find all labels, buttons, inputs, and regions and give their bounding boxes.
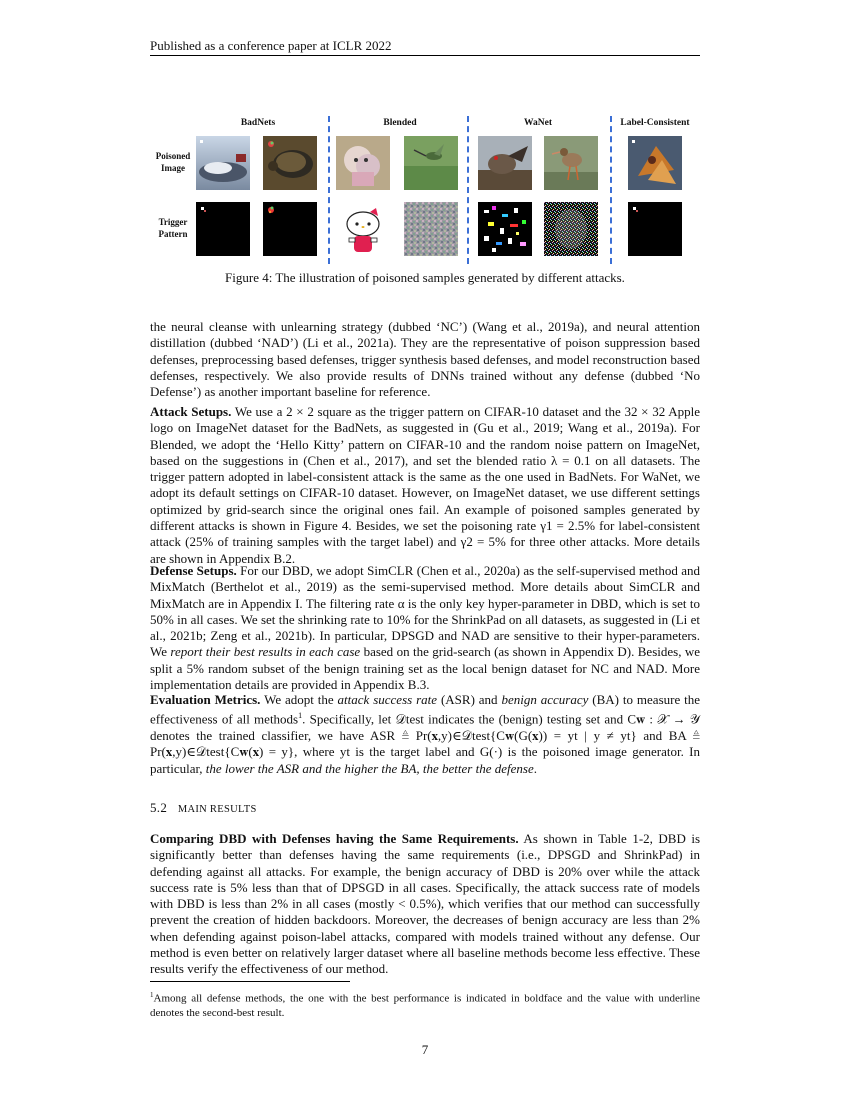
col-title-wanet: WaNet [524, 118, 552, 128]
eval-ba-term: benign accuracy [501, 692, 589, 707]
eval-body-2: (ASR) and [437, 692, 502, 707]
eval-emphasis: the lower the ASR and the higher the BA, the better the defense [205, 760, 534, 776]
figure-4 [150, 112, 700, 292]
section-heading-main-results [150, 800, 257, 816]
attack-setups-body: We use a 2 × 2 square as the trigger pattern on CIFAR-10 dataset and the 32 × 32 Apple logo on ImageNet dataset for the BadNets, as suggested in (Gu et al., 2019; Wang et al., 2019a). For Blended, we adopt the ‘Hello Kitty’ pattern on CIFAR-10 and the random noise pattern on ImageNet, based on the suggestions in (Chen et al., 2017), and set the blended ratio λ = 0.1 on all datasets. The trigger pattern adopted in label-consistent attack is the same as the one used in BadNets. For WaNet, we adopt its default settings on CIFAR-10 dataset. However, on ImageNet dataset, we use different settings optimized by grid-search since the original ones fail. An example of poisoned samples generated by different attacks is shown in Figure 4. Besides, we set the poisoning rate γ1 = 2.5% for label-consistent attack (25% of training samples with the target label) and γ2 = 5% for three other attacks. More details are shown in Appendix B.2. [150, 404, 700, 566]
trigger-label-consistent [628, 202, 682, 256]
evaluation-metrics-heading: Evaluation Metrics. [150, 692, 261, 707]
row-label-trigger: Trigger Pattern [158, 217, 188, 239]
paragraph-comparing-dbd [150, 831, 700, 978]
poisoned-image-blended-imagenet [404, 136, 458, 190]
divider-1 [328, 116, 330, 264]
defense-setups-heading: Defense Setups. [150, 563, 237, 578]
eval-body-5: . [533, 760, 537, 776]
defense-setups-body-1: For our DBD, we adopt SimCLR (Chen et al., 2020a) as the self-supervised method and MixMatch (Berthelot et al., 2019) as the semi-supervised method. More details about SimCLR and MixMatch are in Appendix I. The filtering rate α is the only key hyper-parameter in DBD, which is set to 50% in all cases. We set the shrinking rate to 10% for the ShrinkPad on all datasets, as suggested in (Li et al., 2021b; Zeng et al., 2021b). In particular, DPSGD and NAD are sensitive to their hyper-parameters. We [150, 563, 701, 660]
footnote [150, 988, 700, 1020]
defense-setups-body-2: based on the grid-search (as shown in Appendix D). Besides, we split a 5% random subset of the benign training set as the local benign dataset for NC and NAD. More implementation details are provided in Appendix B.3. [150, 644, 701, 693]
section-title: MAIN RESULTS [177, 804, 257, 815]
running-header: Published as a conference paper at ICLR 2022 [150, 38, 392, 53]
figure-caption: Figure 4: The illustration of poisoned samples generated by different attacks. [225, 270, 625, 285]
section-number: 5.2 [150, 800, 168, 815]
col-title-badnets: BadNets [240, 118, 276, 128]
paragraph-defense-setups [150, 563, 700, 693]
paragraph-evaluation-metrics [150, 692, 700, 777]
defense-setups-emphasis: report their best results in each case [170, 644, 361, 660]
paragraph-defenses: the neural cleanse with unlearning strategy (dubbed ‘NC’) (Wang et al., 2019a), and neural attention distillation (dubbed ‘NAD’) (Li et al., 2021a). They are the representative of poison suppression based defenses, preprocessing based defenses, trigger synthesis based defenses, and model reconstruction based defenses, respectively. We also provide results of DNNs trained without any defense (dubbed ‘No Defense’) as another important baseline for reference. [150, 319, 700, 400]
poisoned-image-badnets-imagenet [263, 136, 317, 190]
paragraph-attack-setups [150, 404, 700, 567]
divider-3 [610, 116, 612, 264]
row-label-poisoned: Poisoned Image [155, 151, 191, 173]
poisoned-image-badnets-cifar [196, 136, 250, 190]
trigger-wanet-cifar [478, 202, 532, 256]
header-rule [150, 55, 700, 56]
eval-asr-term: attack success rate [337, 692, 438, 707]
footnote-marker: 1 [298, 711, 303, 721]
trigger-blended-hello-kitty [336, 202, 390, 256]
col-title-blended: Blended [383, 118, 417, 128]
poisoned-image-label-consistent [628, 136, 682, 190]
trigger-wanet-imagenet [544, 202, 598, 256]
eval-body-3: (BA) to measure the effectiveness of all methods [150, 692, 701, 727]
comparing-heading: Comparing DBD with Defenses having the Same Requirements. [150, 831, 519, 846]
divider-2 [467, 116, 469, 264]
footnote-text: Among all defense methods, the one with the best performance is indicated in boldface and the value with underline denotes the second-best result. [150, 992, 700, 1019]
footnote-number: 1 [150, 991, 154, 999]
footnote-rule [150, 981, 350, 982]
attack-setups-heading: Attack Setups. [150, 404, 232, 419]
poisoned-image-wanet-cifar [478, 136, 532, 190]
poisoned-image-blended-cifar [336, 136, 390, 190]
poisoned-image-wanet-imagenet [544, 136, 598, 190]
trigger-badnets-cifar [196, 202, 250, 256]
trigger-blended-random-noise [404, 202, 458, 256]
eval-body-4: . Specifically, let 𝒟test indicates the (benign) testing set and C𝐰 : 𝒳 → 𝒴 denotes the trained classifier, we have ASR ≜ Pr(𝐱,y)∈𝒟test{C𝐰(G(𝐱)) = yt | y ≠ yt} and BA ≜ Pr(𝐱,y)∈𝒟test{C𝐰(𝐱) = y}, where yt is the target label and G(·) is the poisoned image generator. In particular, [150, 711, 700, 776]
comparing-body: As shown in Table 1-2, DBD is significantly better than defenses having the same requirements (i.e., DPSGD and ShrinkPad) in defending against all attacks. For example, the benign accuracy of DBD is 20% over while the attack success rate is 5% less than that of DPSGD in all cases. Specifically, the attack success rate of models with DBD is less than 2% in all cases (mostly < 0.5%), which verifies that our method can successfully prevent the creation of hidden backdoors. Moreover, the decreases of benign accuracy are less than 2% when defending against poison-label attacks, compared with models trained without any defense. Our method is even better on relatively larger dataset where all baseline methods become less effective. These results verify the effectiveness of our method. [150, 831, 700, 977]
col-title-label-consistent: Label-Consistent [620, 118, 690, 128]
page-number: 7 [421, 1042, 429, 1057]
trigger-badnets-imagenet [263, 202, 317, 256]
eval-body-1: We adopt the [260, 692, 338, 707]
